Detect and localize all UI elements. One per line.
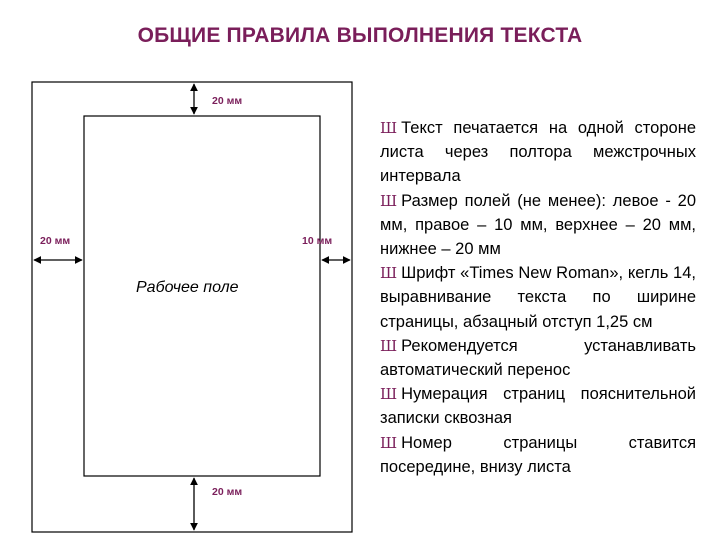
- rule-item: [380, 189, 696, 262]
- rule-item: [380, 116, 696, 189]
- rule-item: [380, 431, 696, 479]
- bottom-margin-label: 20 мм: [212, 486, 243, 498]
- work-area-outline: [84, 116, 320, 476]
- bullet-symbol: Ш: [380, 433, 398, 452]
- right-margin-label: 10 мм: [302, 235, 333, 247]
- rule-text: Текст печатается на одной стороне листа через полтора межстрочных интервала: [380, 119, 696, 186]
- left-margin-label: 20 мм: [40, 235, 71, 247]
- rule-text: Рекомендуется устанавливать автоматический перенос: [380, 336, 696, 380]
- top-margin-label: 20 мм: [212, 95, 243, 107]
- bullet-symbol: Ш: [380, 336, 398, 355]
- sheet-outline: [32, 82, 352, 532]
- rule-text: Нумерация страниц пояснительной записки сквозная: [380, 385, 696, 428]
- bullet-symbol: Ш: [380, 191, 398, 210]
- work-area-label: Рабочее поле: [136, 279, 239, 296]
- rule-text: Размер полей (не менее): левое - 20 мм, правое – 10 мм, верхнее – 20 мм, нижнее – 20 мм: [380, 191, 696, 259]
- bullet-symbol: Ш: [380, 264, 398, 283]
- rule-text: Номер страницы ставится посередине, внизу листа: [380, 433, 696, 476]
- bullet-symbol: Ш: [380, 385, 398, 404]
- rules-list: [380, 116, 696, 479]
- rule-item: [380, 334, 696, 382]
- rule-item: [380, 261, 696, 334]
- rule-text: Шрифт «Times New Roman», кегль 14, выравнивание текста по ширине страницы, абзацный отступ 1,25 см: [380, 264, 696, 331]
- bullet-symbol: Ш: [380, 119, 398, 137]
- slide-title: ОБЩИЕ ПРАВИЛА ВЫПОЛНЕНИЯ ТЕКСТА: [137, 24, 583, 47]
- rule-item: [380, 382, 696, 430]
